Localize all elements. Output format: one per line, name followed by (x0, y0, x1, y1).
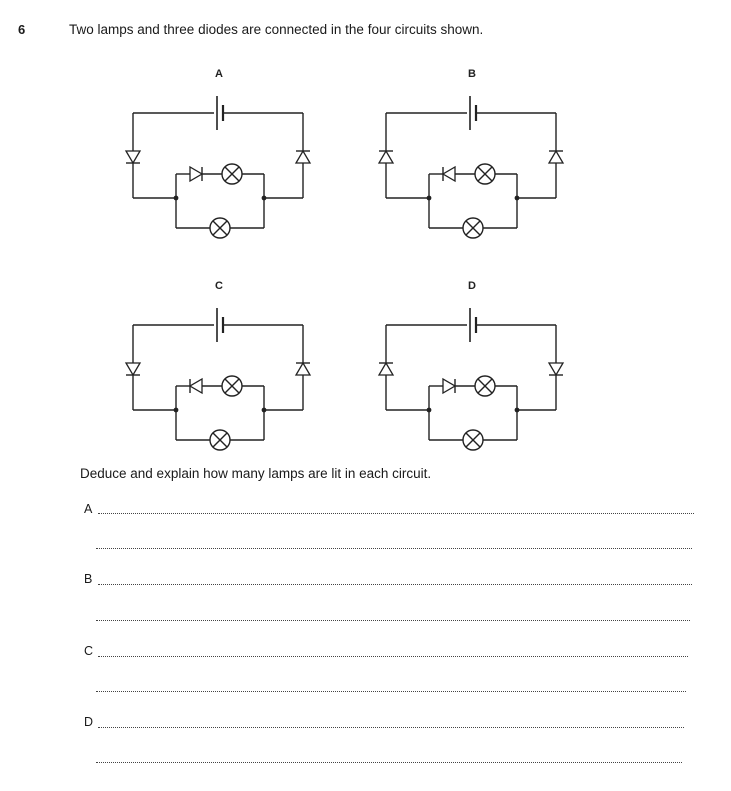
right-diode (296, 151, 310, 163)
answer-a-line-1[interactable] (98, 513, 694, 514)
answer-d-line-2[interactable] (96, 762, 682, 763)
circuit-d (379, 280, 563, 450)
branch-diode (443, 167, 455, 181)
answer-d-label: D (84, 715, 94, 729)
answer-b-line-1[interactable] (98, 584, 692, 585)
diode-triangle (443, 379, 455, 393)
answer-c-line-2[interactable] (96, 691, 686, 692)
branch-diode (443, 379, 455, 393)
diode-triangle (296, 363, 310, 375)
question-text: Two lamps and three diodes are connected in the four circuits shown. (69, 22, 484, 37)
diode-triangle (549, 151, 563, 163)
lamp-bottom (463, 430, 483, 450)
answer-a-label: A (84, 502, 93, 516)
answer-b-line-2[interactable] (96, 620, 690, 621)
circuit-b (379, 68, 563, 238)
lamp-top (222, 376, 242, 396)
circuit-label: B (468, 68, 476, 80)
diode-triangle (549, 363, 563, 375)
lamp-top (475, 164, 495, 184)
lamp-top (475, 376, 495, 396)
diode-triangle (379, 151, 393, 163)
diode-triangle (379, 363, 393, 375)
lamp-bottom (210, 430, 230, 450)
answer-c-label: C (84, 644, 94, 658)
left-diode (379, 151, 393, 163)
question-number: 6 (18, 22, 26, 37)
diode-triangle (443, 167, 455, 181)
circuit-c (126, 280, 310, 450)
circuit-label: D (468, 280, 476, 292)
diode-triangle (126, 363, 140, 375)
circuit-a (126, 68, 310, 238)
answer-c-line-1[interactable] (98, 656, 688, 657)
right-diode (296, 363, 310, 375)
instruction-text: Deduce and explain how many lamps are lit in each circuit. (80, 466, 432, 481)
branch-diode (190, 379, 202, 393)
answer-d-line-1[interactable] (98, 727, 684, 728)
left-diode (126, 363, 140, 375)
answer-a-line-2[interactable] (96, 548, 692, 549)
circuit-label: A (215, 68, 223, 80)
left-diode (126, 151, 140, 163)
right-diode (549, 363, 563, 375)
diode-triangle (190, 167, 202, 181)
branch-diode (190, 167, 202, 181)
circuit-label: C (215, 280, 223, 292)
lamp-top (222, 164, 242, 184)
diode-triangle (190, 379, 202, 393)
right-diode (549, 151, 563, 163)
diode-triangle (296, 151, 310, 163)
lamp-bottom (463, 218, 483, 238)
lamp-bottom (210, 218, 230, 238)
left-diode (379, 363, 393, 375)
answer-b-label: B (84, 572, 93, 586)
diode-triangle (126, 151, 140, 163)
